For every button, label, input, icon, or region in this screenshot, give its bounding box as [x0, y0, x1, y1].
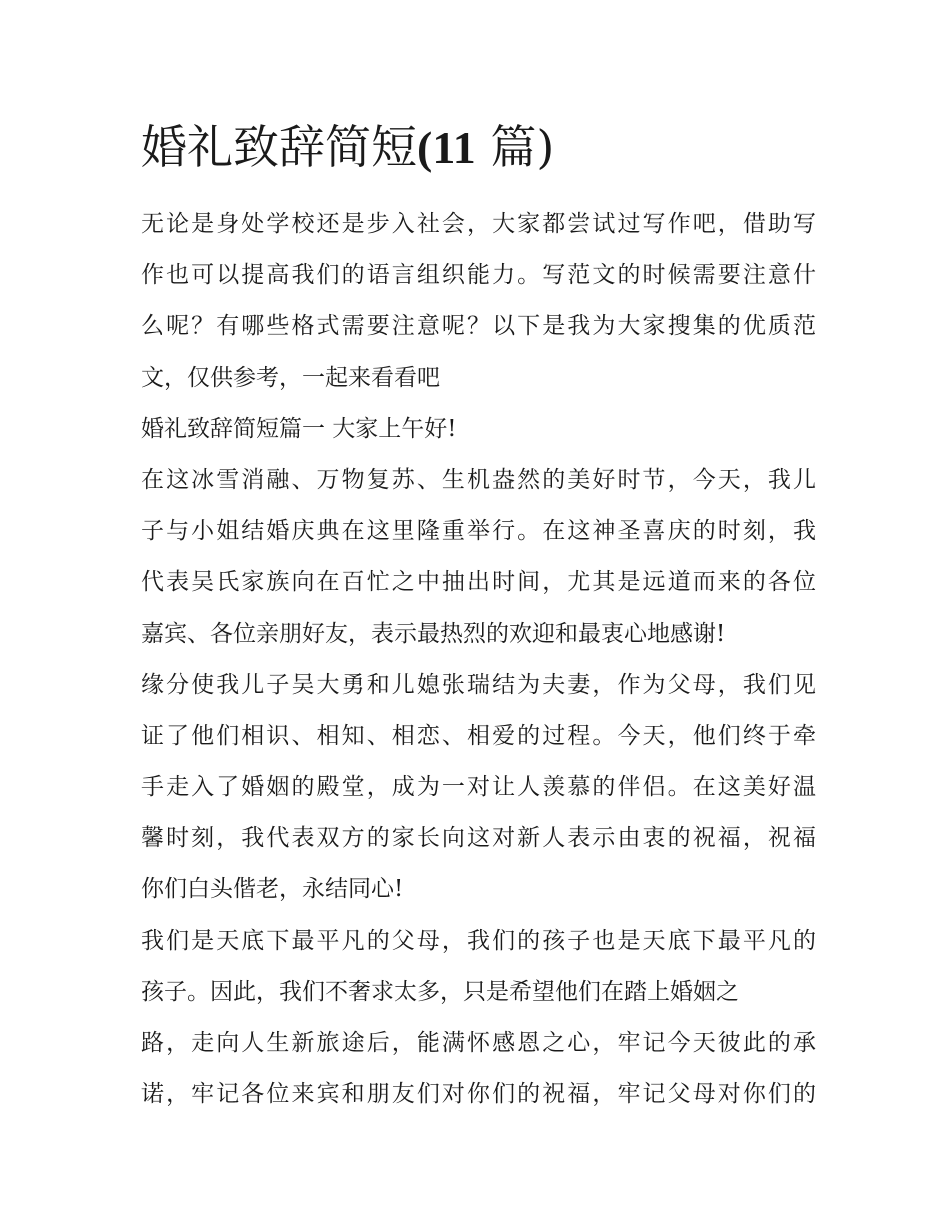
- body-line: 证了他们相识、相知、相恋、相爱的过程。今天，他们终于牵: [141, 722, 816, 749]
- body-line: 在这冰雪消融、万物复苏、生机盎然的美好时节，今天，我儿: [141, 466, 816, 493]
- body-line: 缘分使我儿子吴大勇和儿媳张瑞结为夫妻，作为父母，我们见: [141, 671, 816, 698]
- title-suffix: 篇): [490, 120, 555, 174]
- page-title: [141, 112, 554, 183]
- body-line: 无论是身处学校还是步入社会，大家都尝试过写作吧，借助写: [141, 211, 816, 237]
- body-line: 作也可以提高我们的语言组织能力。写范文的时候需要注意什: [141, 262, 816, 289]
- body-line: 路，走向人生新旅途后，能满怀感恩之心，牢记今天彼此的承: [141, 1030, 816, 1056]
- body-line: 么呢？有哪些格式需要注意呢？以下是我为大家搜集的优质范: [141, 313, 816, 340]
- body-line: 代表吴氏家族向在百忙之中抽出时间，尤其是远道而来的各位: [141, 569, 816, 596]
- body-line: 嘉宾、各位亲朋好友，表示最热烈的欢迎和最衷心地感谢!: [141, 620, 726, 647]
- body-line: 子与小姐结婚庆典在这里隆重举行。在这神圣喜庆的时刻，我: [141, 518, 816, 545]
- title-count: (11: [417, 122, 476, 173]
- body-line: 诺，牢记各位来宾和朋友们对你们的祝福，牢记父母对你们的: [141, 1081, 816, 1108]
- body-line: 馨时刻，我代表双方的家长向这对新人表示由衷的祝福，祝福: [141, 825, 816, 852]
- body-line: 我们是天底下最平凡的父母，我们的孩子也是天底下最平凡的: [141, 927, 816, 954]
- body-line: 文，仅供参考，一起来看看吧: [141, 364, 440, 391]
- body-line: 你们白头偕老，永结同心!: [141, 876, 404, 903]
- title-prefix: 婚礼致辞简短: [141, 120, 417, 174]
- body-line: 手走入了婚姻的殿堂，成为一对让人羡慕的伴侣。在这美好温: [141, 774, 816, 801]
- body-line: 孩子。因此，我们不奢求太多，只是希望他们在踏上婚姻之: [141, 978, 739, 1005]
- section-heading-line: 婚礼致辞简短篇一 大家上午好!: [141, 415, 457, 442]
- body-text: [141, 199, 816, 1120]
